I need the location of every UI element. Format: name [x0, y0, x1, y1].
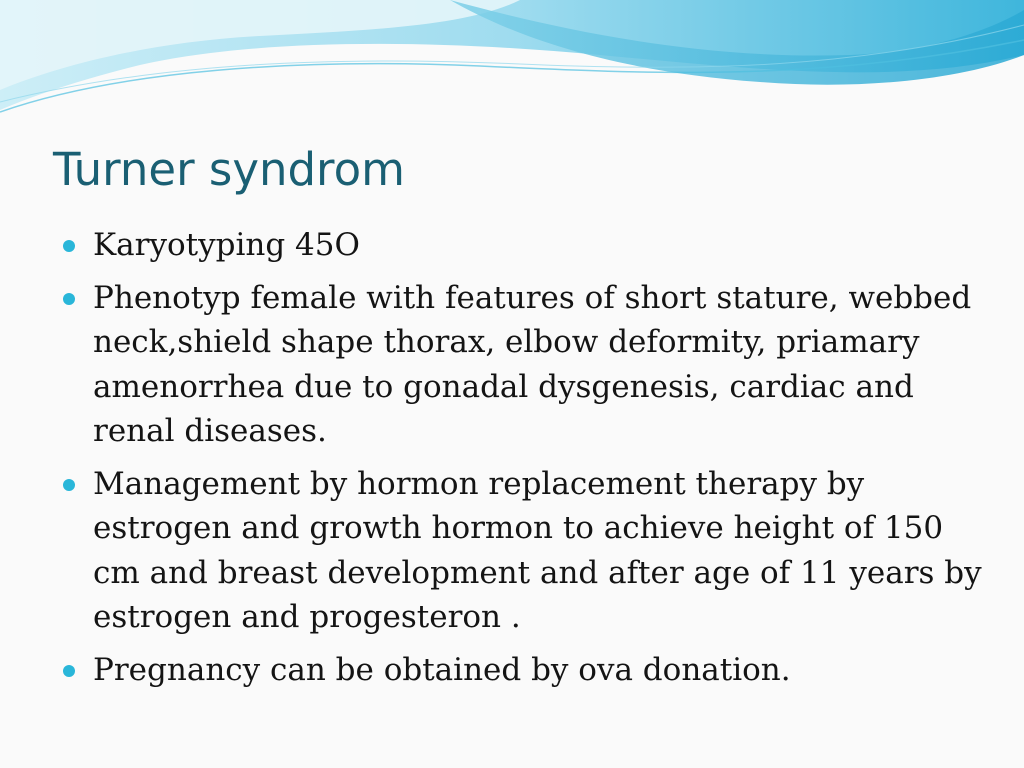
bullet-dot-icon	[63, 240, 75, 252]
bullet-text: Karyotyping 45O	[93, 227, 360, 263]
bullet-list	[93, 223, 983, 700]
bullet-text: Phenotyp female with features of short stature, webbed neck,shield shape thorax, elbow deformity, priamary amenorrhea due to gonadal dysgenesis, cardiac and renal diseases.	[93, 279, 972, 449]
list-item	[93, 648, 983, 693]
bullet-text: Management by hormon replacement therapy by estrogen and growth hormon to achieve height of 150 cm and breast development and after age of 11 years by estrogen and progesteron .	[93, 465, 982, 635]
bullet-text: Pregnancy can be obtained by ova donation.	[93, 651, 791, 688]
bullet-dot-icon	[63, 665, 75, 677]
slide-title: Turner syndrom	[53, 143, 405, 196]
wave-header-decoration	[0, 0, 1024, 130]
bullet-dot-icon	[63, 293, 75, 305]
bullet-dot-icon	[63, 479, 75, 491]
list-item	[93, 462, 983, 640]
list-item	[93, 223, 983, 268]
list-item	[93, 276, 983, 454]
